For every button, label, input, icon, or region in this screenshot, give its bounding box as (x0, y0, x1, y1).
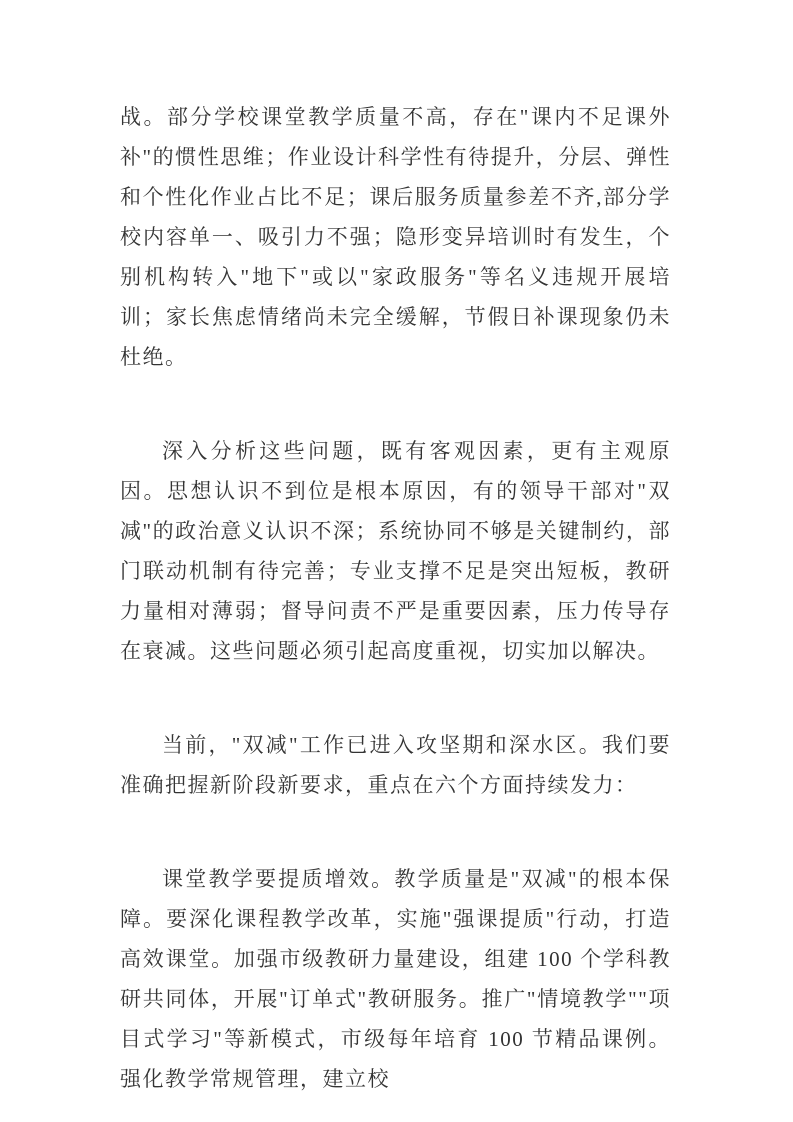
paragraph-analysis: 深入分析这些问题，既有客观因素，更有主观原因。思想认识不到位是根本原因，有的领导干部对"双减"的政治意义认识不深；系统协同不够是关键制约，部门联动机制有待完善；专业支撑不足是突出短板，教研力量相对薄弱；督导问责不严是重要因素，压力传导存在衰减。这些问题必须引起高度重视，切实加以解决。 (120, 439, 671, 663)
paragraph-problems-continued: 战。部分学校课堂教学质量不高，存在"课内不足课外补"的惯性思维；作业设计科学性有待提升，分层、弹性和个性化作业占比不足；课后服务质量参差不齐,部分学校内容单一、吸引力不强；隐形变异培训时有发生，个别机构转入"地下"或以"家政服务"等名义违规开展培训；家长焦虑情绪尚未完全缓解，节假日补课现象仍未杜绝。 (120, 105, 671, 369)
paragraph-classroom-teaching: 课堂教学要提质增效。教学质量是"双减"的根本保障。要深化课程教学改革，实施"强课提质"行动，打造高效课堂。加强市级教研力量建设，组建 100 个学科教研共同体，开展"订单式"教研服务。推广"情境教学""项目式学习"等新模式，市级每年培育 100 节精品课例。强化教学常规管理，建立校 (120, 867, 671, 1091)
paragraph-current-stage: 当前，"双减"工作已进入攻坚期和深水区。我们要准确把握新阶段新要求，重点在六个方面持续发力： (120, 733, 671, 797)
